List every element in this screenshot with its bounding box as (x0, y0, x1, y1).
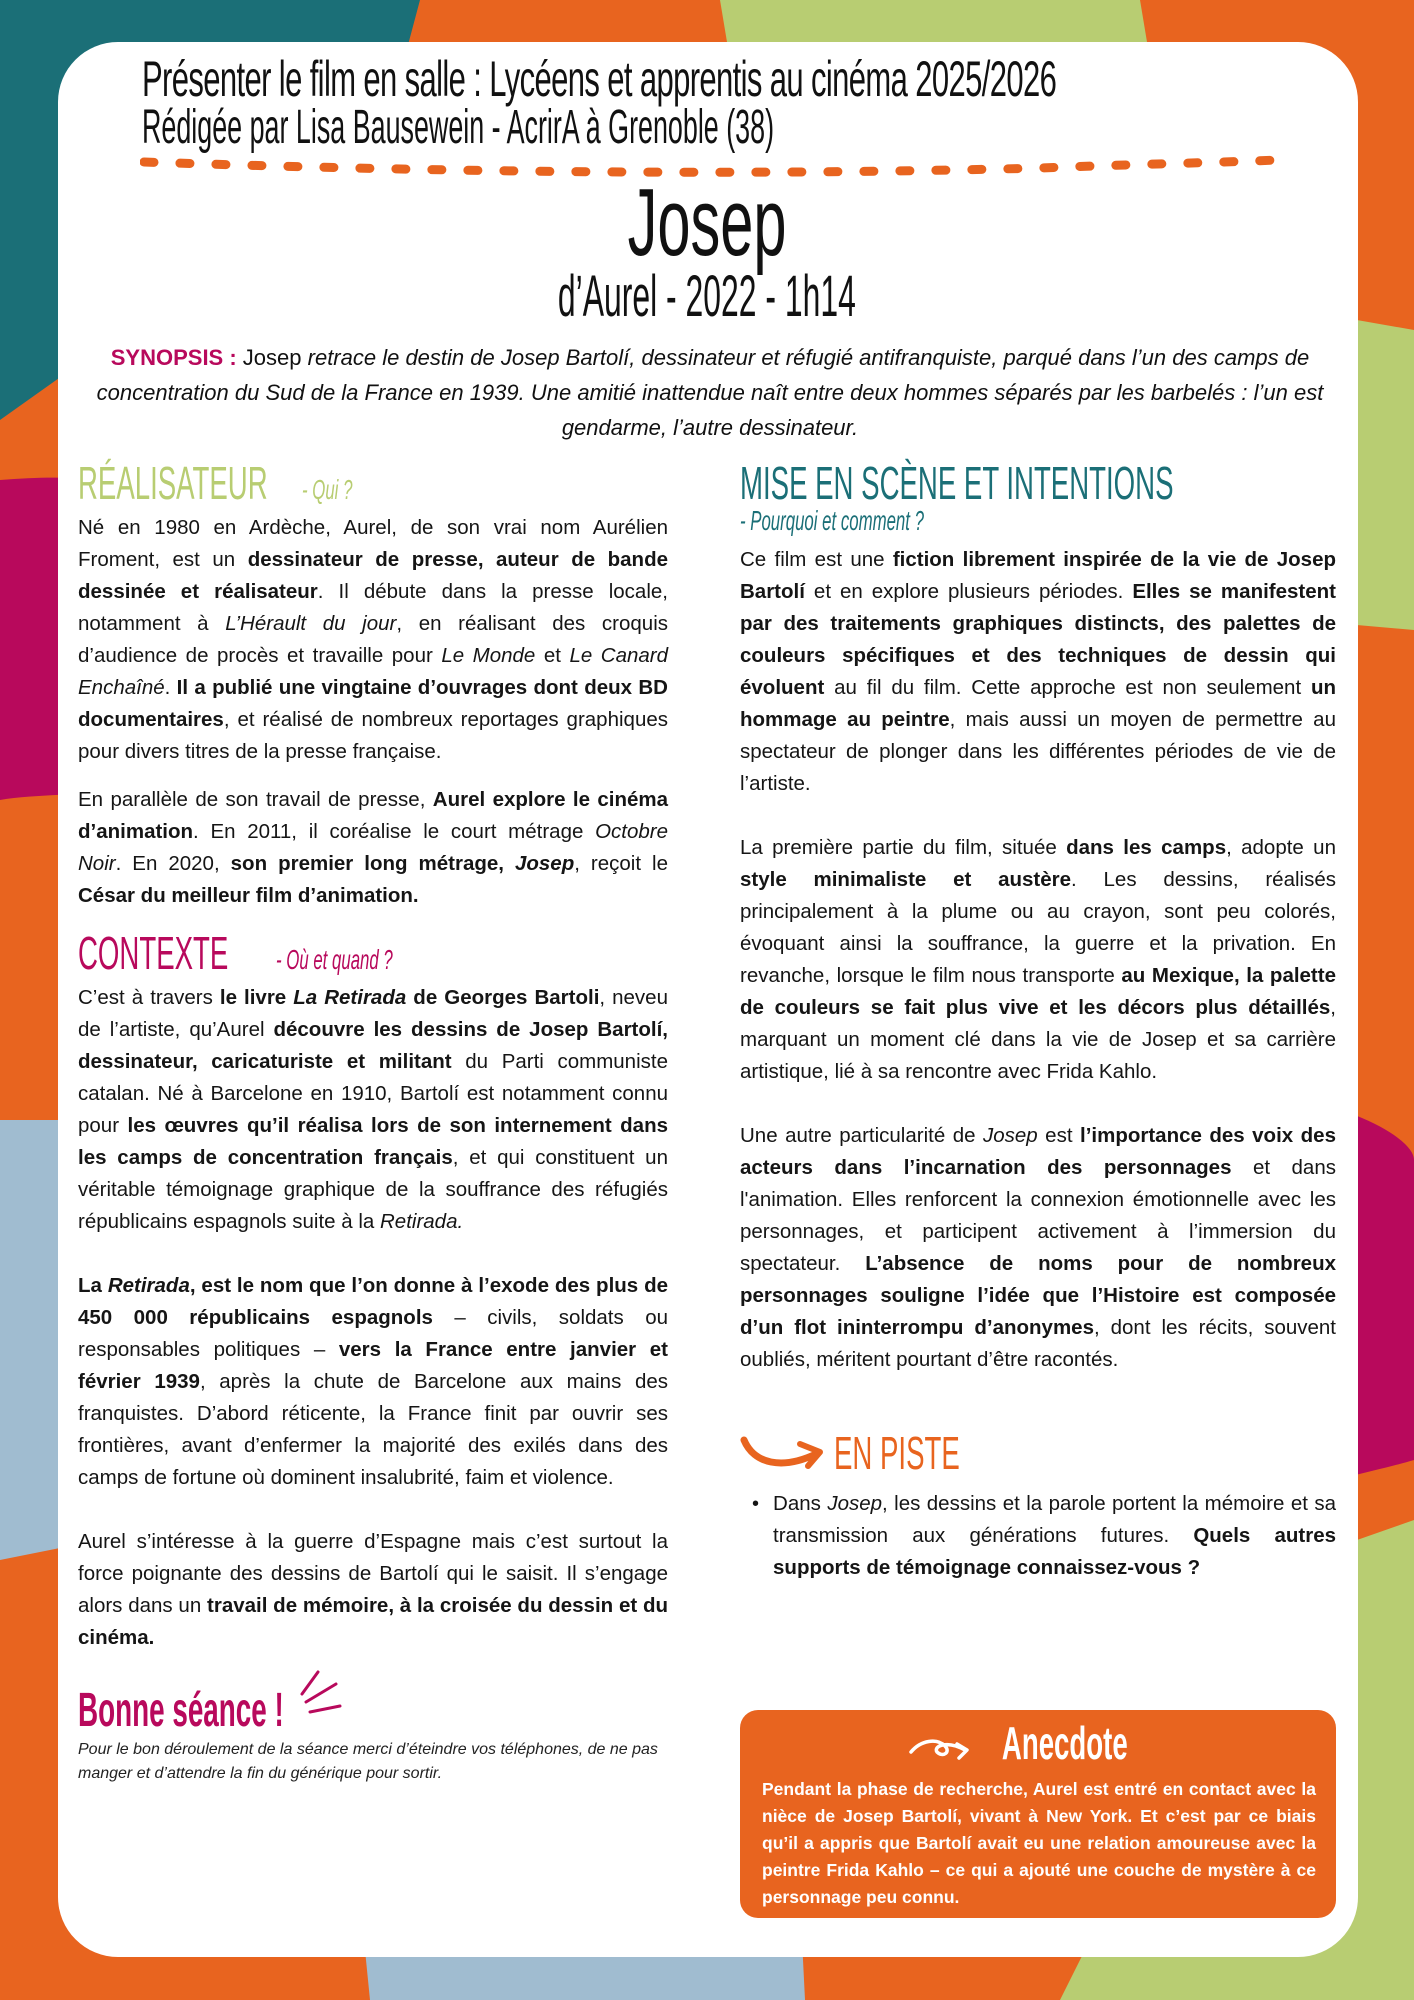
text-run: Elles se manifestent par des traitements graphiques distincts, des palettes de couleurs spécifiques et des techniques de dessin qui évoluent (740, 580, 1336, 699)
anecdote-text: Pendant la phase de recherche, Aurel est entré en contact avec la nièce de Josep Bartolí, vivant à New York. Et c’est par ce biais qu’il a appris que Bartolí avait eu une relation amoureuse avec la peintre Frida Kahlo – ce qui a ajouté une couche de mystère à ce personnage peu connu. (762, 1779, 1316, 1907)
header-subtitle: Rédigée par Lisa Bausewein - AcrirA à Grenoble (38) (142, 101, 775, 154)
anecdote-heading: Anecdote (740, 1716, 1336, 1770)
contexte-paragraph-1 (78, 982, 668, 1238)
en-piste-heading: EN PISTE (740, 1428, 1336, 1478)
text-run: , dont les récits, souvent oubliés, méritent pourtant d’être racontés. (740, 1316, 1337, 1371)
text-run: Le Monde (441, 644, 536, 667)
text-run: travail de mémoire, à la croisée du dessin et du cinéma. (78, 1594, 668, 1649)
text-run: . En 2011, il coréalise le court métrage (193, 820, 596, 843)
text-run: Aurel s’intéresse à la guerre d’Espagne mais c’est surtout la force poignante des dessins de Bartolí qui le saisit. Il s’engage alors dans un (78, 1530, 668, 1617)
text-run: La première partie du film, située (740, 836, 1067, 859)
text-run: , et qui constituent un véritable témoignage graphique de la souffrance des réfugiés républicains espagnols suite à la (78, 1146, 668, 1233)
text-run: et dans l'animation. Elles renforcent la connexion émotionnelle avec les personnages, et participent activement à l’immersion du spectateur. (740, 1156, 1336, 1275)
mise-en-scene-paragraph-1 (740, 544, 1336, 800)
text-run: Ce film est une (740, 548, 893, 571)
text-run: . (164, 676, 177, 699)
text-run: , et réalisé de nombreux reportages graphiques pour divers titres de la presse française. (78, 708, 668, 763)
text-run: les œuvres qu’il réalisa lors de son internement dans les camps de concentration français (78, 1114, 668, 1169)
text-run: Le Canard Enchaîné (78, 644, 668, 699)
text-run: fiction librement inspirée de la vie de Josep Bartolí (740, 548, 1337, 603)
text-run: style minimaliste et austère (740, 868, 1072, 891)
text-run: Une autre particularité de (740, 1124, 983, 1147)
anecdote-box (740, 1710, 1336, 1918)
synopsis-film-name: Josep (242, 345, 302, 370)
text-run: et en explore plusieurs périodes. (804, 580, 1133, 603)
mise-en-scene-question: - Pourquoi et comment ? (740, 505, 924, 536)
realisateur-heading: RÉALISATEUR - Qui ? (78, 458, 668, 508)
text-run: L’Hérault du jour (225, 612, 397, 635)
left-column (78, 458, 668, 1802)
text-run: , les dessins et la parole portent la mémoire et sa transmission aux générations futures. (773, 1492, 1336, 1547)
text-run: Dans (773, 1492, 828, 1515)
text-run: . Les dessins, réalisés principalement à la plume ou au crayon, sont peu colorés, évoquant ainsi la souffrance, la guerre et la privation. En revanche, lorsque le film nous transporte (740, 868, 1336, 987)
text-run: de Georges Bartoli (406, 986, 600, 1009)
realisateur-paragraph-2 (78, 784, 668, 912)
loop-arrow-icon (907, 1732, 977, 1762)
text-run: La (78, 1274, 108, 1297)
text-run: – civils, soldats ou responsables politiques – (78, 1306, 668, 1361)
contexte-question: - Où et quand ? (276, 944, 394, 975)
text-run: Octobre Noir (78, 820, 668, 875)
text-run: et (535, 644, 570, 667)
text-run: , marquant un moment clé dans la vie de Josep et sa carrière artistique, lié à sa rencontre avec Frida Kahlo. (740, 996, 1336, 1083)
text-run: du Parti communiste catalan. Né à Barcelone en 1910, Bartolí est notamment connu pour (78, 1050, 668, 1137)
text-run: Retirada (107, 1274, 190, 1297)
text-run: Josep (827, 1492, 883, 1515)
synopsis (80, 340, 1340, 445)
text-run: Quels autres supports de témoignage connaissez-vous ? (773, 1524, 1336, 1579)
text-run: , reçoit le (574, 852, 668, 875)
text-run: Il a publié une vingtaine d’ouvrages dont deux BD documentaires (78, 676, 668, 731)
right-column (740, 458, 1336, 1584)
text-run: , est le nom que l’on donne à l’exode des plus de 450 000 républicains espagnols (78, 1274, 668, 1329)
text-run: un hommage au peintre (740, 676, 1336, 731)
film-title: Josep (627, 169, 787, 276)
sparkle-lines-icon (296, 1668, 346, 1718)
text-run: , adopte un (1226, 836, 1336, 859)
film-meta: d’Aurel - 2022 - 1h14 (558, 264, 856, 329)
contexte-paragraph-2 (78, 1270, 668, 1494)
text-run: au fil du film. Cette approche est non seulement (824, 676, 1311, 699)
mise-en-scene-heading: MISE EN SCÈNE ET INTENTIONS (740, 457, 1174, 509)
realisateur-paragraph-1 (78, 512, 668, 768)
bonne-seance-note: Pour le bon déroulement de la séance merci d’éteindre vos téléphones, de ne pas manger et d’attendre la fin du générique pour sortir. (78, 1741, 658, 1782)
text-run: est (1037, 1124, 1080, 1147)
text-run: , neveu de l’artiste, qu’Aurel (78, 986, 668, 1041)
text-run: C’est à travers (78, 986, 220, 1009)
text-run: , après la chute de Barcelone aux mains des franquistes. D’abord réticente, la France finit par ouvrir ses frontières, avant d’enfermer la majorité des exilés dans des camps de fortune où dominent insalubrité, faim et violence. (78, 1370, 669, 1489)
synopsis-text: retrace le destin de Josep Bartolí, dessinateur et réfugié antifranquiste, parqué dans l’un des camps de concentration du Sud de la France en 1939. Une amitié inattendue naît entre deux hommes séparés par les barbelés : l’un est gendarme, l’autre dessinateur. (96, 345, 1324, 440)
realisateur-question: - Qui ? (302, 474, 353, 505)
text-run: En parallèle de son travail de presse, (78, 788, 433, 811)
text-run: le livre (219, 986, 294, 1009)
text-run: L’absence de noms pour de nombreux personnages souligne l’idée que l’Histoire est composée d’un flot ininterrompu d’anonymes (740, 1252, 1337, 1339)
text-run: dans les camps (1066, 836, 1227, 859)
curved-arrow-icon (740, 1434, 826, 1474)
text-run: découvre les dessins de Josep Bartolí, dessinateur, caricaturiste et militant (78, 1018, 668, 1073)
text-run: l’importance des voix des acteurs dans l’incarnation des personnages (740, 1124, 1336, 1179)
text-run: Josep (982, 1124, 1038, 1147)
contexte-heading: CONTEXTE - Où et quand ? (78, 928, 668, 978)
en-piste-text (773, 1488, 1336, 1584)
bullet-dot: • (752, 1493, 760, 1515)
text-run: vers la France entre janvier et février 1939 (78, 1338, 669, 1393)
text-run: César du meilleur film d’animation. (78, 884, 419, 907)
bonne-seance-heading: Bonne séance ! (78, 1684, 668, 1738)
text-run: La Retirada (293, 986, 407, 1009)
text-run: au Mexique, la palette de couleurs se fait plus vive et les décors plus détaillés (740, 964, 1336, 1019)
text-run: , en réalisant des croquis d’audience de procès et travaille pour (78, 612, 669, 667)
text-run: . En 2020, (115, 852, 231, 875)
text-run: Aurel explore le cinéma d’animation (78, 788, 668, 843)
text-run: . Il débute dans la presse locale, notamment à (78, 580, 668, 635)
contexte-paragraph-3 (78, 1526, 668, 1654)
text-run: Josep (514, 852, 575, 875)
synopsis-label: SYNOPSIS : (110, 345, 237, 370)
en-piste-bullet (740, 1488, 1336, 1584)
text-run: , mais aussi un moyen de permettre au spectateur de plonger dans les différentes périodes de vie de l’artiste. (740, 708, 1336, 795)
mise-en-scene-paragraph-2 (740, 832, 1336, 1088)
header-title: Présenter le film en salle : Lycéens et apprentis au cinéma 2025/2026 (142, 51, 1057, 107)
text-run: dessinateur de presse, auteur de bande dessinée et réalisateur (78, 548, 668, 603)
text-run: son premier long métrage, (230, 852, 515, 875)
text-run: Retirada. (380, 1210, 464, 1233)
text-run: Né en 1980 en Ardèche, Aurel, de son vrai nom Aurélien Froment, est un (78, 516, 668, 571)
mise-en-scene-paragraph-3 (740, 1120, 1336, 1376)
